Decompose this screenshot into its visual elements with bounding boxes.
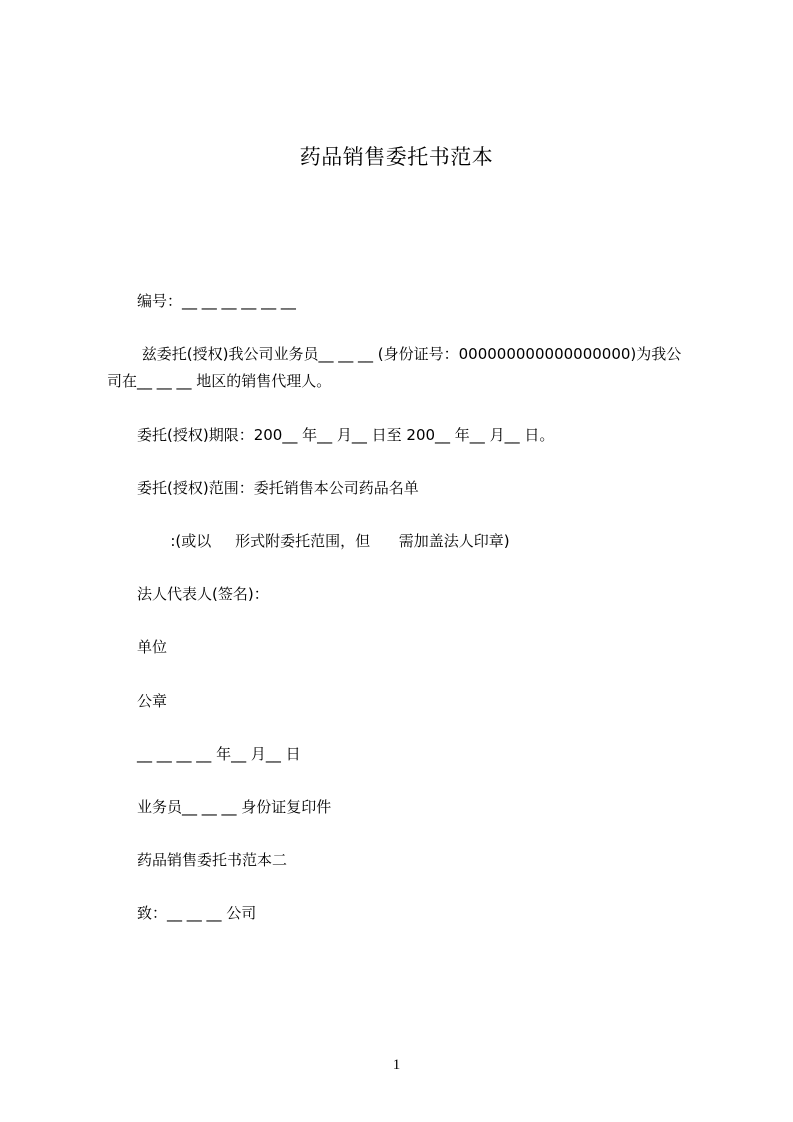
document-title: 药品销售委托书范本 [299,145,494,169]
authorization-paragraph-line-2: 司在__ __ __ 地区的销售代理人。 [107,372,332,390]
authorization-period-line: 委托(授权)期限：200__ 年__ 月__ 日至 200__ 年__ 月__ 日。 [137,426,555,444]
authorization-paragraph-line-1: 兹委托(授权)我公司业务员__ __ __ (身份证号：000000000000000000)为我公 [137,345,682,363]
seal-label: 公章 [137,692,168,710]
serial-number-line: 编号：__ __ __ __ __ __ [137,292,296,310]
authorization-scope-line: 委托(授权)范围：委托销售本公司药品名单 [137,479,419,497]
unit-label: 单位 [137,638,168,656]
second-template-heading: 药品销售委托书范本二 [137,851,288,869]
scope-note-line: :(或以 形式附委托范围，但 需加盖法人印章) [137,532,510,550]
date-line: __ __ __ __ 年__ 月__ 日 [137,745,301,763]
addressee-line: 致：__ __ __ 公司 [137,904,257,922]
salesperson-id-copy-line: 业务员__ __ __ 身份证复印件 [137,798,332,816]
legal-representative-line: 法人代表人(签名)： [137,585,269,603]
page-number: 1 [392,1057,401,1073]
